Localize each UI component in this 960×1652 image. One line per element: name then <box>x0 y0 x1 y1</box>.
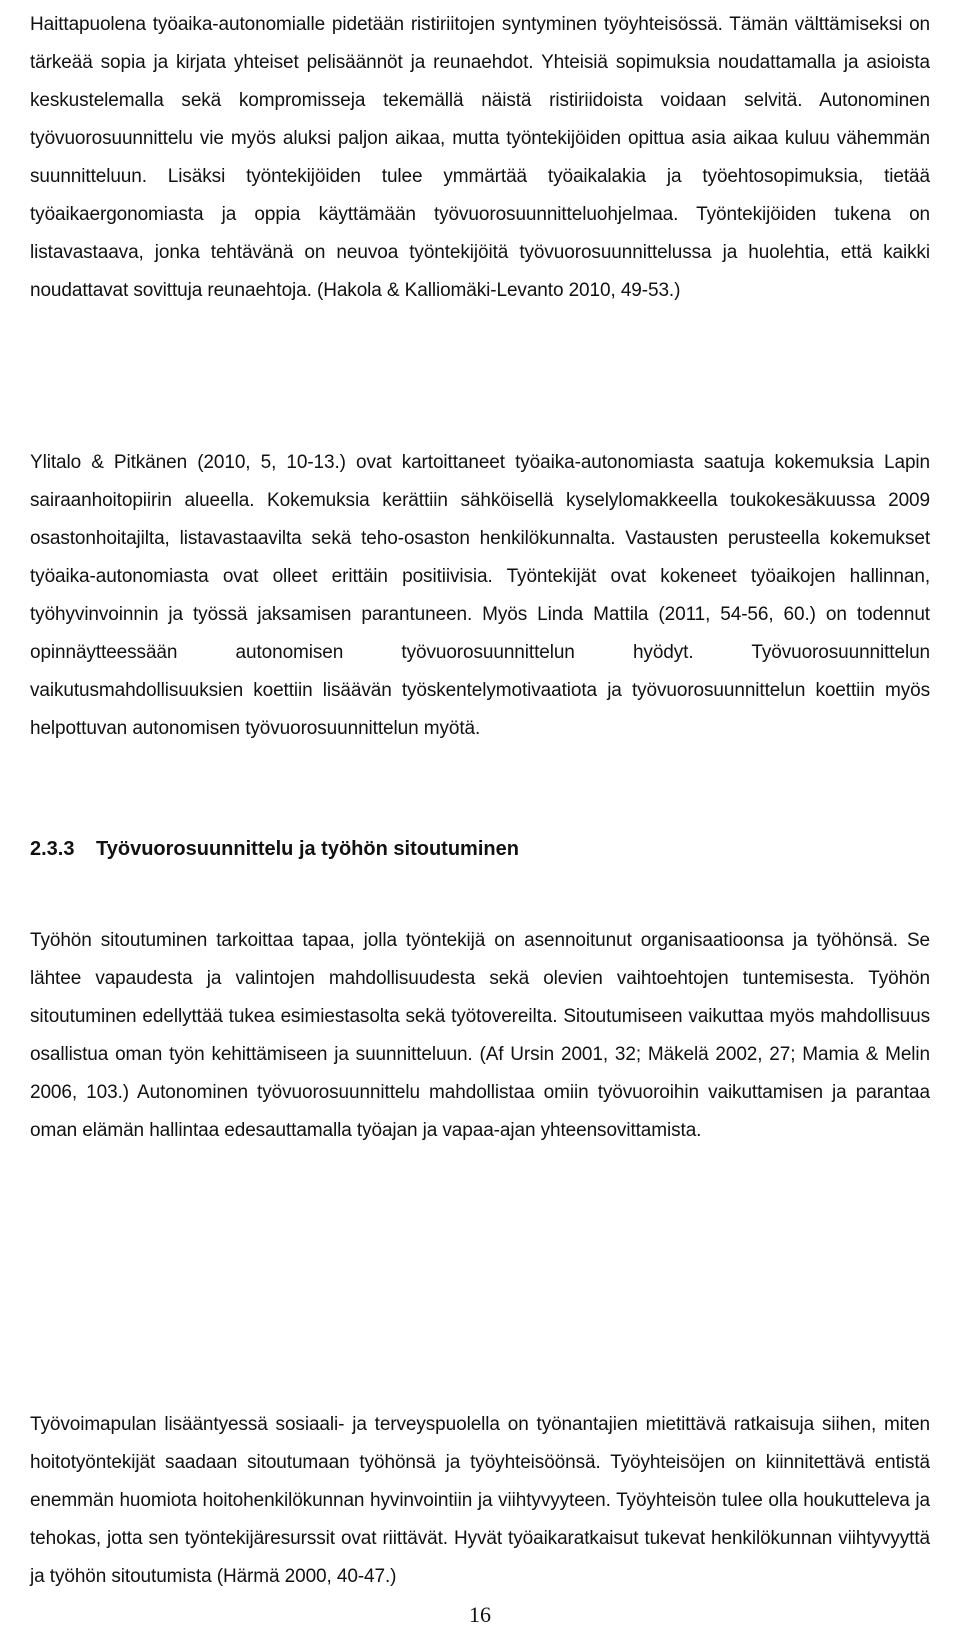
paragraph-3: Työhön sitoutuminen tarkoittaa tapaa, jolla työntekijä on asennoitunut organisaatioonsa ja työhönsä. Se lähtee vapaudesta ja valintojen mahdollisuudesta sekä olevien vaihtoehtojen tuntemisesta. Työhön sitoutuminen edellyttää tukea esimiestasolta sekä työtovereilta. Sitoutumiseen vaikuttaa myös mahdollisuus osallistua oman työn kehittämiseen ja suunnitteluun. (Af Ursin 2001, 32; Mäkelä 2002, 27; Mamia & Melin 2006, 103.) Autonominen työvuorosuunnittelu mahdollistaa omiin työvuoroihin vaikuttamisen ja parantaa oman elämän hallintaa edesauttamalla työajan ja vapaa-ajan yhteensovittamista. <box>30 930 930 1141</box>
section-number: 2.3.3 <box>30 838 75 860</box>
page-number: 16 <box>469 1602 491 1627</box>
paragraph-2: Ylitalo & Pitkänen (2010, 5, 10-13.) ovat kartoittaneet työaika-autonomiasta saatuja kokemuksia Lapin sairaanhoitopiirin alueella. Kokemuksia kerättiin sähköisellä kyselylomakkeella toukokesäkuussa 2009 osastonhoitajilta, listavastaavilta sekä teho-osaston henkilökunnalta. Vastausten perusteella kokemukset työaika-autonomiasta ovat olleet erittäin positiivisia. Työntekijät ovat kokeneet työaikojen hallinnan, työhyvinvoinnin ja työssä jaksamisen parantuneen. Myös Linda Mattila (2011, 54-56, 60.) on todennut opinnäytteessään autonomisen työvuorosuunnittelun hyödyt. Työvuorosuunnittelun vaikutusmahdollisuuksien koettiin lisäävän työskentelymotivaatiota ja työvuorosuunnittelun koettiin myös helpottuvan autonomisen työvuorosuunnittelun myötä. <box>30 452 930 739</box>
section-heading <box>30 830 930 868</box>
section-title: Työvuorosuunnittelu ja työhön sitoutuminen <box>96 838 519 860</box>
paragraph-4: Työvoimapulan lisääntyessä sosiaali- ja terveyspuolella on työnantajien mietittävä ratkaisuja siihen, miten hoitotyöntekijät saadaan sitoutumaan työhönsä ja työyhteisöönsä. Työyhteisöjen on kiinnitettävä entistä enemmän huomiota hoitohenkilökunnan hyvinvointiin ja viihtyvyyteen. Työyhteisön tulee olla houkutteleva ja tehokas, jotta sen työntekijäresurssit ovat riittävät. Hyvät työaikaratkaisut tukevat henkilökunnan viihtyvyyttä ja työhön sitoutumista (Härmä 2000, 40-47.) <box>30 1414 930 1587</box>
paragraph-1: Haittapuolena työaika-autonomialle pidetään ristiriitojen syntyminen työyhteisössä. Tämän välttämiseksi on tärkeää sopia ja kirjata yhteiset pelisäännöt ja reunaehdot. Yhteisiä sopimuksia noudattamalla ja asioista keskustelemalla sekä kompromisseja tekemällä näistä ristiriidoista voidaan selvitä. Autonominen työvuorosuunnittelu vie myös aluksi paljon aikaa, mutta työntekijöiden opittua asia aikaa kuluu vähemmän suunnitteluun. Lisäksi työntekijöiden tulee ymmärtää työaikalakia ja työehtosopimuksia, tietää työaikaergonomiasta ja oppia käyttämään työvuorosuunnitteluohjelmaa. Työntekijöiden tukena on listavastaava, jonka tehtävänä on neuvoa työntekijöitä työvuorosuunnittelussa ja huolehtia, että kaikki noudattavat sovittuja reunaehtoja. (Hakola & Kalliomäki-Levanto 2010, 49-53.) <box>30 14 930 301</box>
